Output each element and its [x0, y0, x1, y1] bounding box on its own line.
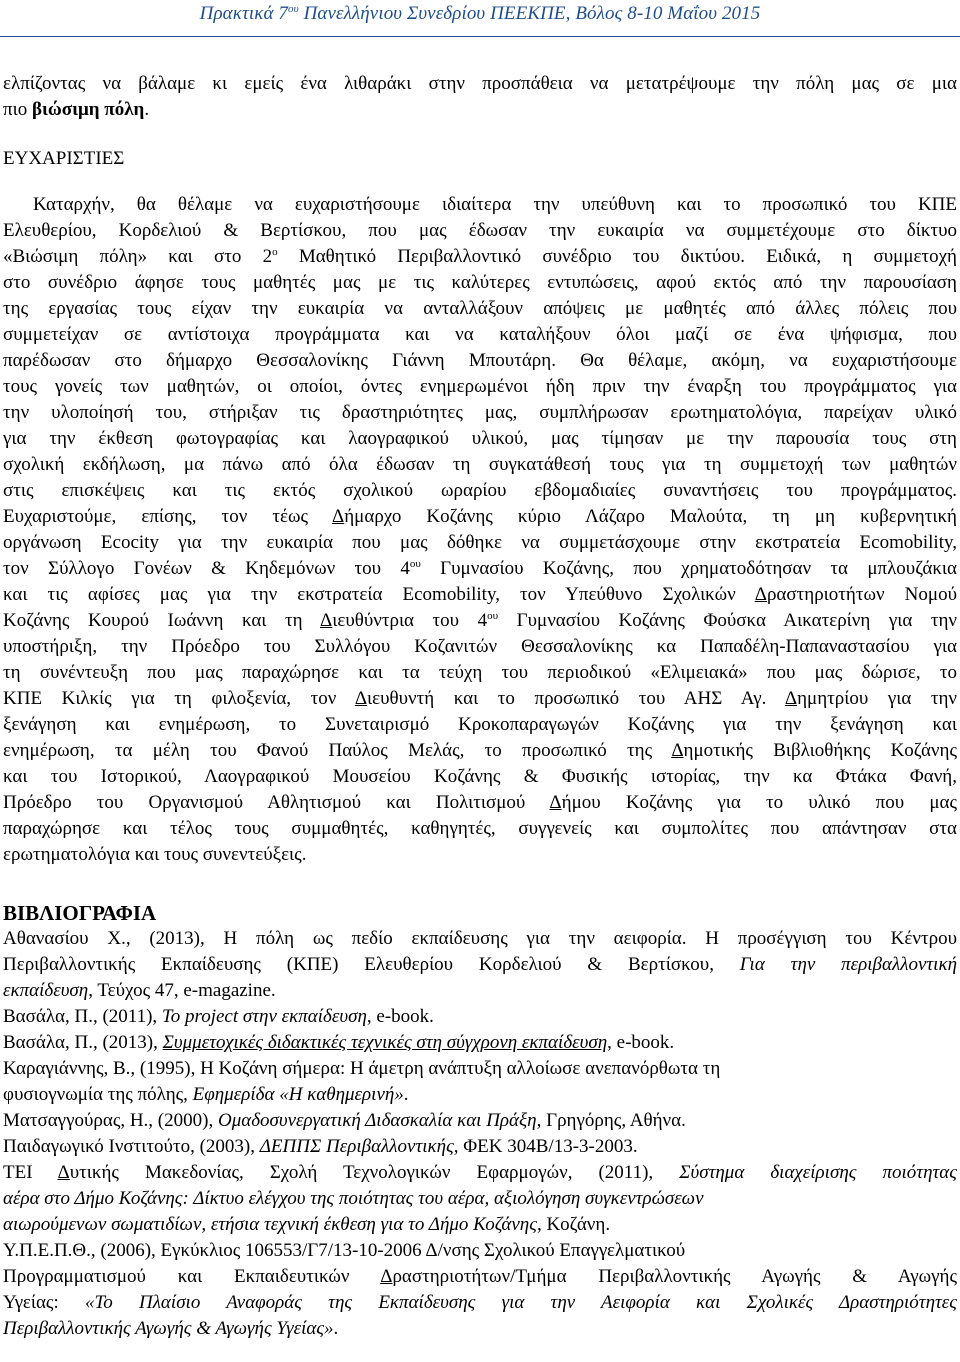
text-line: υποστήριξη, την Πρόεδρο του Συλλόγου Κοζανιτών Θεσσαλονίκης κα Παπαδέλη-Παπαναστασίου για — [3, 636, 957, 657]
bibliography-line: Προγραμματισμού και Εκπαιδευτικών Δραστηριοτήτων/Τμήμα Περιβαλλοντικής Αγωγής & Αγωγής — [3, 1266, 957, 1287]
text-line: ΚΠΕ Κιλκίς για τη φιλοξενία, τον Διευθυντή και το προσωπικό του ΑΗΣ Αγ. Δημητρίου για την — [3, 688, 957, 709]
text-line: παρέδωσαν στο δήμαρχο Θεσσαλονίκης Γιάννη Μπουτάρη. Θα θέλαμε, ακόμη, να ευχαριστήσουμε — [3, 350, 957, 371]
thanks-heading: ΕΥΧΑΡΙΣΤΙΕΣ — [3, 148, 125, 169]
bibliography-line: ΤΕΙ Δυτικής Μακεδονίας, Σχολή Τεχνολογικών Εφαρμογών, (2011), Σύστημα διαχείρισης ποιότητας — [3, 1162, 957, 1183]
text-line: Καταρχήν, θα θέλαμε να ευχαριστήσουμε ιδιαίτερα την υπεύθυνη και το προσωπικό του ΚΠΕ — [33, 194, 957, 215]
running-header — [0, 2, 960, 26]
text-line: ελπίζοντας να βάλαμε κι εμείς ένα λιθαράκι στην προσπάθεια να μετατρέψουμε την πόλη μας σε μια — [3, 73, 957, 94]
text-line: την υλοποίησή του, στήριξαν τις δραστηριότητες μας, συμπλήρωσαν ερωτηματολόγια, παρείχαν υλικό — [3, 402, 957, 423]
bibliography-line: Βασάλα, Π., (2011), Το project στην εκπαίδευση, e-book. — [3, 1006, 434, 1027]
bibliography-line: Υγείας: «Το Πλαίσιο Αναφοράς της Εκπαίδευσης για την Αειφορία και Σχολικές Δραστηριότητες — [3, 1292, 957, 1313]
text-line: ξενάγηση και ενημέρωση, το Συνεταιρισμό Κροκοπαραγωγών Κοζάνης για την ξενάγηση και — [3, 714, 957, 735]
bibliography-heading: ΒΙΒΛΙΟΓΡΑΦΙΑ — [3, 901, 157, 925]
bibliography-line: φυσιογνωμία της πόλης, Εφημερίδα «Η καθημερινή». — [3, 1084, 409, 1105]
text-line: και τις αφίσες μας για την εκστρατεία Ecomobility, τον Υπεύθυνο Σχολικών Δραστηριοτήτων Νομού — [3, 584, 957, 605]
text-line: τη συνέντευξη που μας παραχώρησε και τα τεύχη του περιοδικού «Ελιμειακά» που μας δώρισε, το — [3, 662, 957, 683]
bibliography-line: Περιβαλλοντικής Αγωγής & Αγωγής Υγείας». — [3, 1318, 339, 1339]
document-body — [3, 71, 957, 1342]
text-line: ενημέρωση, τα μέλη του Φανού Παύλος Μελάς, το προσωπικό της Δημοτικής Βιβλιοθήκης Κοζάνης — [3, 740, 957, 761]
header-suffix: Πανελλήνιου Συνεδρίου ΠΕΕΚΠΕ, Βόλος 8-10 Μαΐου 2015 — [298, 3, 761, 24]
text-line: τους γονείς των μαθητών, οι οποίοι, όντες ενημερωμένοι ήδη πριν την έναρξη του προγράμματος για — [3, 376, 957, 397]
bibliography-line: αέρα στο Δήμο Κοζάνης: Δίκτυο ελέγχου της ποιότητας του αέρα, αξιολόγηση συγκεντρώσεων — [3, 1188, 704, 1209]
text-line: οργάνωση Ecocity για την ευκαιρία που μας δόθηκε να συμμετάσχουμε στην εκστρατεία Ecomobility, — [3, 532, 957, 553]
text-line: στο συνέδριο άφησε τους μαθητές μας με τις καλύτερες εντυπώσεις, αφού εκτός από την παρουσίαση — [3, 272, 957, 293]
text-line: τον Σύλλογο Γονέων & Κηδεμόνων του $4^{o\upsilon}$ Γυμνασίου Κοζάνης, που χρηματοδότησαν τα μπλουζάκια — [3, 558, 957, 579]
header-rule — [0, 36, 960, 37]
text-line: Κοζάνης Κουρού Ιωάννη και τη Διευθύντρια του $4^{o\upsilon}$ Γυμνασίου Κοζάνης Φούσκα Αικατερίνη για την — [3, 610, 957, 631]
text-line: και του Ιστορικού, Λαογραφικού Μουσείου Κοζάνης & Φυσικής ιστορίας, την κα Φτάκα Φανή, — [3, 766, 957, 787]
text-line: συμμετείχαν σε αντίστοιχα προγράμματα και να καταλήξουν όλοι μαζί σε ένα ψήφισμα, που — [3, 324, 957, 345]
text-line: Ευχαριστούμε, επίσης, τον τέως Δήμαρχο Κοζάνης κύριο Λάζαρο Μαλούτα, τη μη κυβερνητική — [3, 506, 957, 527]
text-line: για την έκθεση φωτογραφίας και λαογραφικού υλικού, μας τίμησαν με την παρουσία τους στη — [3, 428, 957, 449]
bibliography-line: αιωρούμενων σωματιδίων, ετήσια τεχνική έκθεση για το Δήμο Κοζάνης, Κοζάνη. — [3, 1214, 611, 1235]
intro-paragraph — [3, 71, 957, 123]
bibliography-line: Περιβαλλοντικής Εκπαίδευσης (ΚΠΕ) Ελευθερίου Κορδελιού & Βερτίσκου, Για την περιβαλλοντική — [3, 954, 957, 975]
bibliography-line: εκπαίδευση, Τεύχος 47, e-magazine. — [3, 980, 276, 1001]
text-line: Ελευθερίου, Κορδελιού & Βερτίσκου, που μας έδωσαν την ευκαιρία να συμμετέχουμε στο δίκτυο — [3, 220, 957, 241]
bibliography-line: Παιδαγωγικό Ινστιτούτο, (2003), ΔΕΠΠΣ Περιβαλλοντικής, ΦΕΚ 304Β/13-3-2003. — [3, 1136, 638, 1157]
bibliography-line: Βασάλα, Π., (2013), Συμμετοχικές διδακτικές τεχνικές στη σύγχρονη εκπαίδευση, e-book. — [3, 1032, 675, 1053]
bibliography-line: Ματσαγγούρας, Η., (2000), Ομαδοσυνεργατική Διδασκαλία και Πράξη, Γρηγόρης, Αθήνα. — [3, 1110, 686, 1131]
header-sup: ου — [287, 3, 299, 15]
header-prefix: Πρακτικά 7 — [199, 3, 288, 24]
bibliography-list — [3, 926, 957, 1342]
text-line: σχολική εκδήλωση, μα πάνω από όλα έδωσαν τη συγκατάθεσή τους για τη συμμετοχή των μαθητών — [3, 454, 957, 475]
bibliography-line: Καραγιάννης, Β., (1995), Η Κοζάνη σήμερα: Η άμετρη ανάπτυξη αλλοίωσε ανεπανόρθωτα τη — [3, 1058, 721, 1079]
text-line: πιο βιώσιμη πόλη. — [3, 99, 150, 120]
text-line: Πρόεδρο του Οργανισμού Αθλητισμού και Πολιτισμού Δήμου Κοζάνης για το υλικό που μας — [3, 792, 957, 813]
text-line: «Βιώσιμη πόλη» και στο $2^o$ Μαθητικό Περιβαλλοντικό συνέδριο του δικτύου. Ειδικά, η συμμετοχή — [3, 246, 957, 267]
thanks-paragraph — [3, 192, 957, 868]
text-line: της εργασίας τους είχαν την ευκαιρία να ανταλλάξουν απόψεις με μαθητές από άλλες πόλεις που — [3, 298, 957, 319]
text-line: στις επισκέψεις και τις εκτός σχολικού ωραρίου εβδομαδιαίες συναντήσεις του προγράμματος. — [3, 480, 957, 501]
bibliography-line: Αθανασίου Χ., (2013), Η πόλη ως πεδίο εκπαίδευσης για την αειφορία. Η προσέγγιση του Κέντρου — [3, 928, 957, 949]
text-line: ερωτηματολόγια και τους συνεντεύξεις. — [3, 844, 307, 865]
text-line: παραχώρησε και τέλος τους συμμαθητές, καθηγητές, συγγενείς και συμπολίτες που απάντησαν στα — [3, 818, 957, 839]
bibliography-line: Υ.Π.Ε.Π.Θ., (2006), Εγκύκλιος 106553/Γ7/13-10-2006 Δ/νσης Σχολικού Επαγγελματικού — [3, 1240, 686, 1261]
